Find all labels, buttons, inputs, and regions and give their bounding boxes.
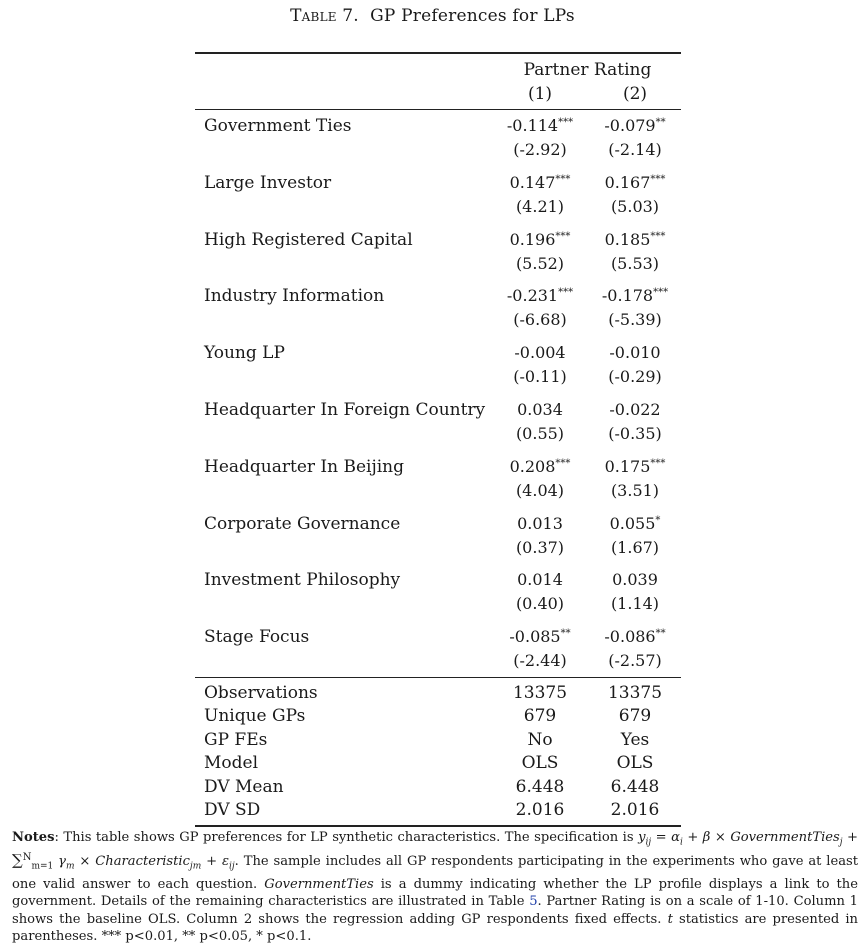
significance-stars: * — [655, 514, 661, 526]
stat-label: Model — [204, 753, 259, 774]
coef-value: -0.231 — [506, 286, 559, 306]
notes-t-symbol: t — [667, 911, 673, 927]
t-stat-col2: (-0.35) — [608, 424, 662, 443]
t-stat-col1: (0.37) — [515, 537, 565, 557]
t-stat-col2: (1.14) — [610, 594, 660, 614]
coef-col1 — [495, 230, 585, 249]
stat-value-col1: 2.016 — [515, 800, 565, 820]
t-stat-col2: (5.53) — [610, 253, 660, 273]
coef-col1 — [495, 400, 585, 419]
t-stat-col2: (5.03) — [610, 196, 660, 216]
coef-value: -0.178 — [601, 286, 654, 306]
t-stat-col2: (1.67) — [610, 537, 660, 557]
header-col1: (1) — [527, 84, 553, 104]
t-stat-col1: (0.55) — [515, 424, 565, 443]
coef-col2 — [590, 343, 680, 362]
significance-stars: ** — [560, 628, 571, 640]
notes-govties: GovernmentTies — [264, 877, 374, 893]
stat-value-col2: 679 — [618, 706, 652, 727]
notes-text-4: . Partner Rating is on a scale of 1-10. Column 1 shows the baseline OLS. Column 2 shows the regression adding GP respondents fixed effects. — [12, 894, 859, 927]
coef-value: -0.086 — [604, 627, 656, 647]
significance-stars: *** — [555, 173, 571, 185]
coef-value: 0.014 — [517, 570, 563, 590]
coef-value: 0.147 — [509, 172, 556, 192]
row-label: Stage Focus — [204, 627, 310, 648]
coef-col2 — [590, 173, 680, 192]
significance-stars: *** — [650, 457, 666, 469]
t-stat-col1: (-6.68) — [513, 310, 567, 330]
coef-col2 — [590, 116, 680, 135]
t-stat-col1: (-2.44) — [513, 651, 567, 671]
coef-col2 — [590, 286, 680, 305]
coef-value: -0.004 — [514, 343, 566, 363]
t-stat-col2: (-2.57) — [608, 651, 662, 671]
significance-stars: *** — [650, 173, 666, 185]
row-label: Headquarter In Beijing — [204, 456, 405, 477]
table-5-link[interactable]: 5 — [529, 894, 538, 910]
coef-value: 0.196 — [509, 229, 556, 249]
stat-label: DV Mean — [204, 776, 284, 797]
row-label: Government Ties — [204, 116, 352, 136]
table-notes: Notes: This table shows GP preferences for LP synthetic characteristics. The specification is $y_{ij} = \alpha_i + \beta$ × GovernmentTies$_j$ + ∑$^N_{m=1}$ $\gamma_m$ × Characteristic$_{jm}$ + $\varepsilon_{ij}$. The sample includes all GP respondents participating in the experiments who gave at least one valid answer to each question. GovernmentTies is a dummy indicating whether the LP profile displays a link to the government. Details of the remaining characteristics are illustrated in Table 5. Partner Rating is on a scale of 1-10. Column 1 shows the baseline OLS. Column 2 shows the regression adding GP respondents fixed effects. t statistics are presented in parentheses. *** p<0.01, ** p<0.05, * p<0.1. — [12, 830, 859, 945]
row-label: Young LP — [204, 343, 285, 364]
t-stat-col1: (0.40) — [515, 594, 565, 614]
significance-stars: *** — [650, 230, 666, 242]
table-caption — [0, 6, 865, 26]
coef-value: 0.055 — [609, 513, 656, 533]
coef-value: -0.079 — [604, 116, 656, 135]
significance-stars: *** — [555, 457, 571, 469]
coef-value: -0.114 — [506, 116, 559, 135]
significance-stars: *** — [558, 287, 574, 299]
t-stat-col1: (4.04) — [515, 480, 565, 500]
notes-text-1: : This table shows GP preferences for LP synthetic characteristics. The specification is — [54, 830, 639, 845]
coef-col2 — [590, 457, 680, 476]
top-rule — [195, 52, 681, 54]
coef-value: 0.039 — [612, 570, 658, 590]
header-col2: (2) — [622, 84, 648, 104]
significance-stars: ** — [655, 628, 666, 640]
row-label: Large Investor — [204, 172, 332, 193]
t-stat-col1: (-2.92) — [513, 140, 567, 159]
row-label: High Registered Capital — [204, 229, 413, 250]
stats-rule — [195, 677, 681, 678]
stat-value-col1: OLS — [521, 753, 559, 774]
table-number: Table 7. — [290, 6, 359, 26]
significance-stars: *** — [653, 287, 669, 299]
t-stat-col1: (4.21) — [515, 196, 565, 216]
significance-stars: *** — [555, 230, 571, 242]
stat-value-col2: 2.016 — [610, 800, 660, 820]
coef-value: 0.185 — [604, 229, 651, 249]
coef-col2 — [590, 400, 680, 419]
stat-label: Unique GPs — [204, 706, 306, 727]
stat-value-col2: Yes — [620, 729, 650, 750]
coef-value: 0.013 — [517, 513, 563, 533]
t-stat-col2: (-5.39) — [608, 310, 662, 330]
notes-text-2: . The sample includes all GP respondents participating in the experiments who gave at least one valid answer to each question. — [12, 854, 859, 893]
row-label: Corporate Governance — [204, 513, 401, 534]
stat-label: Observations — [204, 683, 318, 703]
stat-value-col2: OLS — [616, 753, 654, 774]
significance-stars: ** — [655, 117, 666, 128]
coef-col1 — [495, 627, 585, 646]
t-stat-col2: (3.51) — [610, 480, 660, 500]
coef-col2 — [590, 627, 680, 646]
coef-col2 — [590, 230, 680, 249]
stat-value-col1: 6.448 — [515, 776, 565, 797]
significance-stars: *** — [558, 117, 574, 128]
stat-value-col1: 679 — [523, 706, 557, 727]
table-title: GP Preferences for LPs — [370, 6, 575, 26]
coef-col1 — [495, 570, 585, 589]
coef-value: 0.034 — [517, 400, 563, 419]
stat-value-col1: 13375 — [512, 683, 568, 703]
stat-label: GP FEs — [204, 729, 268, 750]
row-label: Investment Philosophy — [204, 570, 401, 591]
t-stat-col2: (-0.29) — [608, 367, 662, 387]
coef-value: 0.167 — [604, 172, 651, 192]
row-label: Industry Information — [204, 286, 385, 307]
coef-col1 — [495, 514, 585, 533]
coef-col2 — [590, 570, 680, 589]
notes-text-5: statistics are presented in parentheses. *** p<0.01, ** p<0.05, * p<0.1. — [12, 911, 858, 945]
t-stat-col1: (5.52) — [515, 253, 565, 273]
bottom-rule — [195, 825, 681, 827]
t-stat-col1: (-0.11) — [513, 367, 567, 387]
coef-value: 0.208 — [509, 456, 556, 476]
row-label: Headquarter In Foreign Country — [204, 400, 486, 420]
stat-value-col2: 6.448 — [610, 776, 660, 797]
t-stat-col2: (-2.14) — [608, 140, 662, 159]
stat-label: DV SD — [204, 800, 261, 820]
coef-value: -0.022 — [609, 400, 661, 419]
coef-col1 — [495, 343, 585, 362]
stat-value-col2: 13375 — [607, 683, 663, 703]
notes-lead: Notes — [12, 830, 55, 845]
stat-value-col1: No — [527, 729, 553, 750]
coef-col1 — [495, 286, 585, 305]
coef-col1 — [495, 173, 585, 192]
coef-col2 — [590, 514, 680, 533]
coef-value: 0.175 — [604, 456, 651, 476]
header-group: Partner Rating — [523, 60, 652, 80]
coef-value: -0.010 — [609, 343, 661, 363]
header-rule — [195, 109, 681, 110]
coef-col1 — [495, 457, 585, 476]
coef-col1 — [495, 116, 585, 135]
notes-text-3: is a dummy indicating whether the LP profile displays a link to the government. Details of the remaining characteristics are illustrated in Table — [12, 877, 858, 910]
coef-value: -0.085 — [509, 627, 561, 647]
